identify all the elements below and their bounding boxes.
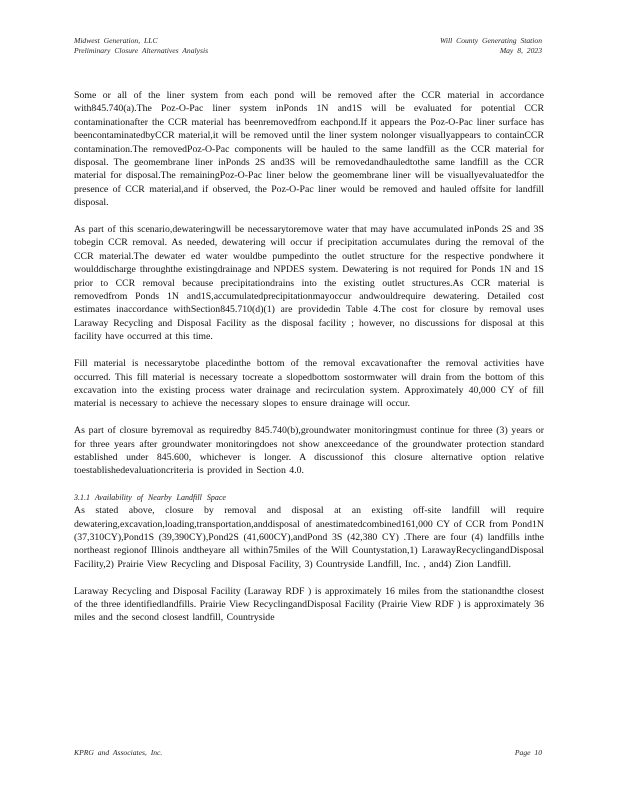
header-right [440,36,542,55]
header-company: Midwest Generation, LLC [74,36,158,45]
header-report-title: Preliminary Closure Alternatives Analysis [74,45,209,55]
header-date: May 8, 2023 [499,45,542,55]
paragraph-landfill-overview: As stated above, closure by removal and disposal at an existing off-site landfill will require dewatering,excavation,loading,transportation,anddisposal of anestimatedcombined161,000 CY of CCR from Pond1N (37,310CY),Pond1S (39,390CY),Pond2S (41,600CY),andPond 3S (42,380 CY) .There are four (4) landfills inthe northeast regionof Illinois andtheyare all within75miles of the Will Countystation,1) LarawayRecyclingandDisposal Facility,2) Prairie View Recycling and Disposal Facility, 3) Countryside Landfill, Inc. , and4) Zion Landfill. [74,505,544,570]
paragraph-groundwater-monitoring: As part of closure byremoval as requiredby 845.740(b),groundwater monitoringmust continue for three (3) years or for three years after groundwater monitoringdoes not show anexceedance of the groundwater protection standard established under 845.600, whichever is longer. A discussionof this closure alternative option relative toestablishedevaluationcriteria is provided in Section 4.0. [74,425,544,477]
paragraph-fill-material: Fill material is necessarytobe placedinthe bottom of the removal excavationafter the removal activities have occurred. This fill material is necessary tocreate a slopedbottom sostormwater will drain from the bottom of this excavation into the existing process water drainage and recirculation system. Approximately 40,000 CY of fill material is necessary to achieve the necessary slopes to ensure drainage will occur. [74,358,544,410]
paragraph-dewatering: As part of this scenario,dewateringwill be necessarytoremove water that may have accumulated inPonds 2S and 3S tobegin CCR removal. As needed, dewatering will occur if precipitation accumulates during the removal of the CCR material.The dewater ed water wouldbe pumpedinto the outlet structure for the respective pondwhere it woulddischarge throughthe existingdrainage and NPDES system. Dewatering is not required for Ponds 1N and 1S prior to CCR removal because precipitationdrains into the existing outlet structures.As CCR material is removedfrom Ponds 1N and1S,accumulatedprecipitationmayoccur andwouldrequire dewatering. Detailed cost estimates inaccordance withSection845.710(d)(1) are providedin Table 4.The cost for closure by removal uses Laraway Recycling and Disposal Facility as the disposal facility ; however, no discussions for disposal at this facility have occurred at this time. [74,224,544,343]
header-station: Will County Generating Station [440,36,542,45]
footer-page-number: Page 10 [514,748,542,757]
paragraph-liner-removal: Some or all of the liner system from each pond will be removed after the CCR material in accordance with845.740(a).The Poz-O-Pac liner system inPonds 1N and1S will be evaluated for potential CCR contaminationafter the CCR material has beenremovedfrom eachpond.If it appears the Poz-O-Pac liner surface has beencontaminatedbyCCR material,it will be removed until the liner system nolonger visuallyappears to containCCR contamination.The removedPoz-O-Pac components will be hauled to the same landfill as the CCR material for disposal. The geomembrane liner inPonds 2S and3S will be removedandhauledtothe same landfill as the CCR material for disposal.The remainingPoz-O-Pac liner below the geomembrane liner will be visuallyevaluatedfor the presence of CCR material,and if observed, the Poz-O-Pac liner would be removed and hauled offsite for landfill disposal. [74,90,544,209]
footer-company: KPRG and Associates, Inc. [74,748,163,757]
document-body [74,89,544,638]
section-heading: 3.1.1 Availability of Nearby Landfill Space [74,493,226,503]
header-left [74,36,208,55]
paragraph-landfill-distances: Laraway Recycling and Disposal Facility (Laraway RDF ) is approximately 16 miles from the stationandthe closest of the three identifiedlandfills. Prairie View RecyclingandDisposal Facility (Prairie View RDF ) is approximately 36 miles and the second closest landfill, Countryside [74,585,544,624]
